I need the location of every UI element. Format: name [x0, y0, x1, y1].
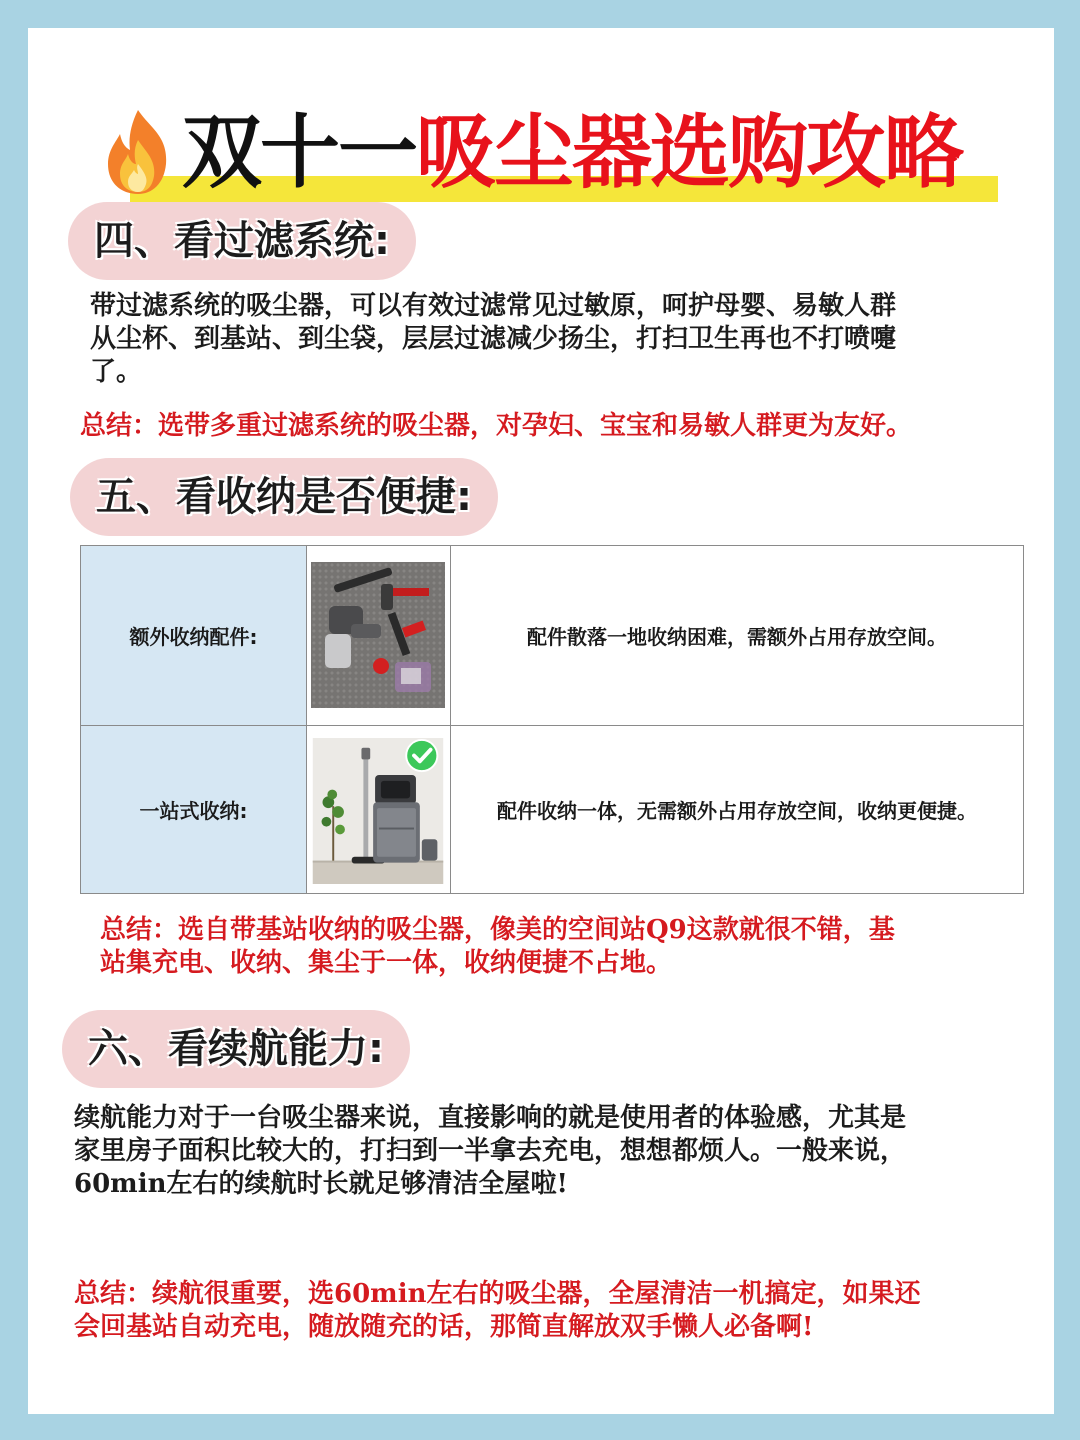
- section4-body: [90, 290, 1030, 389]
- section6-summary: [74, 1278, 1034, 1344]
- table-row: [81, 726, 1023, 893]
- section6-summary-line: 总结：续航很重要，选60min左右的吸尘器，全屋清洁一机搞定，如果还: [74, 1279, 921, 1309]
- row-label: 一站式收纳:: [81, 726, 307, 893]
- section5-summary-line: 总结：选自带基站收纳的吸尘器，像美的空间站Q9这款就很不错，基: [100, 915, 895, 945]
- storage-comparison-table: [80, 545, 1024, 894]
- row-image-cell: [307, 726, 451, 893]
- title-area: [98, 104, 1038, 214]
- page-title: [182, 98, 962, 208]
- section4-summary: 总结：选带多重过滤系统的吸尘器，对孕妇、宝宝和易敏人群更为友好。: [80, 411, 913, 441]
- row-description: 配件收纳一体，无需额外占用存放空间，收纳更便捷。: [497, 799, 977, 823]
- row-label: 额外收纳配件:: [81, 546, 307, 725]
- fire-icon: [98, 106, 178, 196]
- section5-summary: [100, 914, 1030, 980]
- title-red: 吸尘器选购攻略: [416, 106, 962, 199]
- section4-body-line: 了。: [90, 357, 143, 387]
- section4-heading: 四、看过滤系统:: [68, 202, 416, 280]
- section4-body-line: 从尘杯、到基站、到尘袋，层层过滤减少扬尘，打扫卫生再也不打喷嚏: [90, 324, 897, 354]
- section5-heading: 五、看收纳是否便捷:: [70, 458, 498, 536]
- section6-summary-line: 会回基站自动充电，随放随充的话，那简直解放双手懒人必备啊!: [74, 1312, 814, 1342]
- row-description: 配件散落一地收纳困难，需额外占用存放空间。: [527, 625, 947, 649]
- row-image-cell: [307, 546, 451, 725]
- section5-summary-line: 站集充电、收纳、集尘于一体，收纳便捷不占地。: [100, 948, 673, 978]
- vacuum-station-photo-icon: [311, 738, 445, 884]
- section6-body: [74, 1102, 1034, 1201]
- content-card: [28, 28, 1054, 1414]
- title-black: 双十一: [182, 106, 416, 199]
- section6-body-line: 60min左右的续航时长就足够清洁全屋啦!: [74, 1169, 568, 1199]
- section6-body-line: 续航能力对于一台吸尘器来说，直接影响的就是使用者的体验感，尤其是: [74, 1103, 907, 1133]
- section4-body-line: 带过滤系统的吸尘器，可以有效过滤常见过敏原，呵护母婴、易敏人群: [90, 291, 897, 321]
- section6-body-line: 家里房子面积比较大的，打扫到一半拿去充电，想想都烦人。一般来说，: [74, 1136, 907, 1166]
- section6-heading: 六、看续航能力:: [62, 1010, 410, 1088]
- accessories-photo-icon: [311, 562, 445, 708]
- table-row: [81, 546, 1023, 726]
